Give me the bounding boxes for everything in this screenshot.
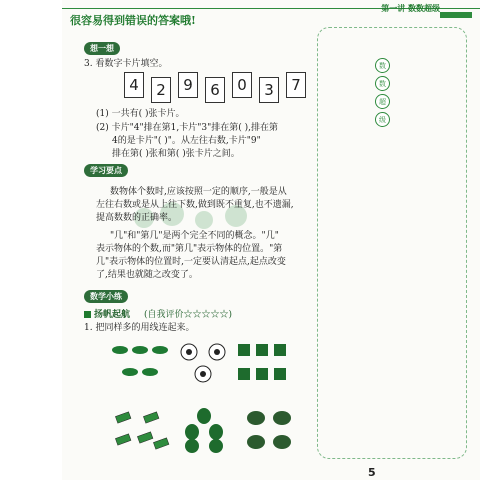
section-badge-think: 想一想 — [84, 42, 120, 55]
practice-heading — [84, 309, 130, 322]
pineapples-group-icon — [180, 406, 228, 454]
key-point-line: 左往右数或是从上往下数,做到既不重复,也不遗漏, — [96, 200, 294, 210]
digit-card: 2 — [151, 77, 171, 103]
digit-card: 0 — [232, 72, 252, 98]
digit-card: 9 — [178, 72, 198, 98]
side-tabs — [375, 58, 393, 130]
glue-sticks-group-icon — [110, 410, 170, 454]
digit-card: 6 — [205, 77, 225, 103]
question-3-part-2-line-3: 排在第( )张和第( )张卡片之间。 — [112, 149, 240, 159]
question-3-part-2-line-2: 4的是卡片"( )"。从左往右数,卡片"9" — [112, 136, 261, 146]
question-3-part-2-line-1: (2) 卡片"4"排在第1,卡片"3"排在第( ),排在第 — [96, 123, 278, 133]
textbook-page — [62, 0, 480, 480]
soccer-balls-group-icon — [177, 342, 237, 386]
page-number: 5 — [368, 466, 376, 479]
section-badge-practice: 数学小练 — [84, 290, 128, 303]
question-1: 1. 把同样多的用线连起来。 — [84, 323, 195, 333]
lizards-group-icon — [110, 340, 170, 386]
key-point-line: 数物体个数时,应该按照一定的顺序,一般是从 — [110, 187, 287, 197]
section-badge-key-points: 学习要点 — [84, 164, 128, 177]
question-3-part-1: (1) 一共有( )张卡片。 — [96, 109, 185, 119]
turtles-group-icon — [242, 406, 298, 454]
digit-card: 4 — [124, 72, 144, 98]
digit-card: 7 — [286, 72, 306, 98]
side-tab: 级 — [375, 112, 390, 127]
side-tab: 数 — [375, 76, 390, 91]
chapter-bar — [440, 12, 472, 18]
self-rating: (自我评价☆☆☆☆☆) — [144, 310, 233, 320]
key-point-line: 提高数数的正确率。 — [96, 213, 178, 223]
digit-card: 3 — [259, 77, 279, 103]
side-tab: 数 — [375, 58, 390, 73]
gift-boxes-group-icon — [234, 342, 296, 386]
page-header-title: 很容易得到错误的答案哦! — [70, 14, 196, 27]
key-point-line: "几"和"第几"是两个完全不同的概念。"几" — [110, 231, 279, 241]
key-point-line: 表示物体的个数,而"第几"表示物体的位置。"第 — [96, 244, 283, 254]
side-tab: 超 — [375, 94, 390, 109]
square-bullet-icon — [84, 311, 91, 318]
practice-heading-title: 扬帆起航 — [94, 310, 131, 320]
key-point-line: 了,结果也就随之改变了。 — [96, 270, 198, 280]
question-3: 3. 看数字卡片填空。 — [84, 59, 168, 69]
chapter-label: 第一讲 数数超级 — [381, 4, 440, 13]
digit-cards — [124, 72, 306, 103]
key-point-line: 几"表示物体的位置时,一定要认清起点,起点改变 — [96, 257, 286, 267]
